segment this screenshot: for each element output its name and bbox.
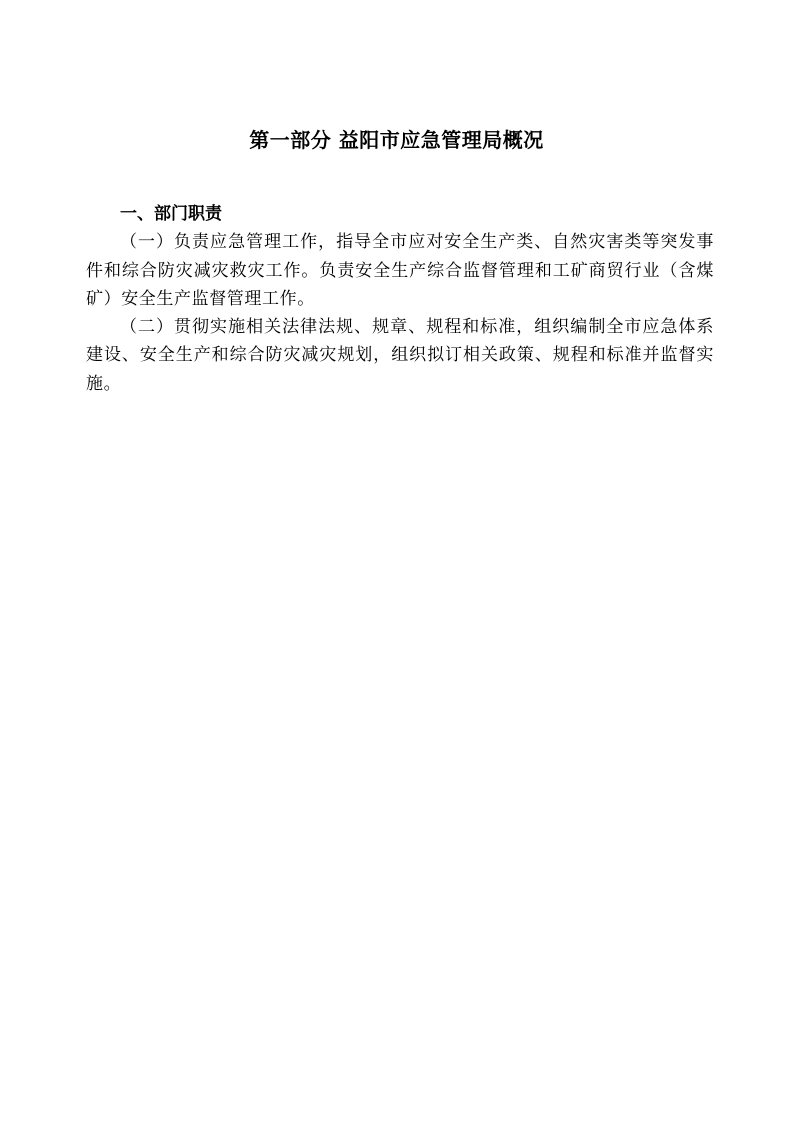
paragraph-2: （二）贯彻实施相关法律法规、规章、规程和标准，组织编制全市应急体系建设、安全生产和综合防灾减灾规划，组织拟订相关政策、规程和标准并监督实施。 [86,317,714,394]
page-title: 第一部分 益阳市应急管理局概况 [249,128,544,152]
section-heading: 一、部门职责 [120,204,222,224]
document-body [86,200,714,398]
paragraph-1: （一）负责应急管理工作，指导全市应对安全生产类、自然灾害类等突发事件和综合防灾减灾救灾工作。负责安全生产综合监督管理和工矿商贸行业（含煤矿）安全生产监督管理工作。 [86,232,714,309]
